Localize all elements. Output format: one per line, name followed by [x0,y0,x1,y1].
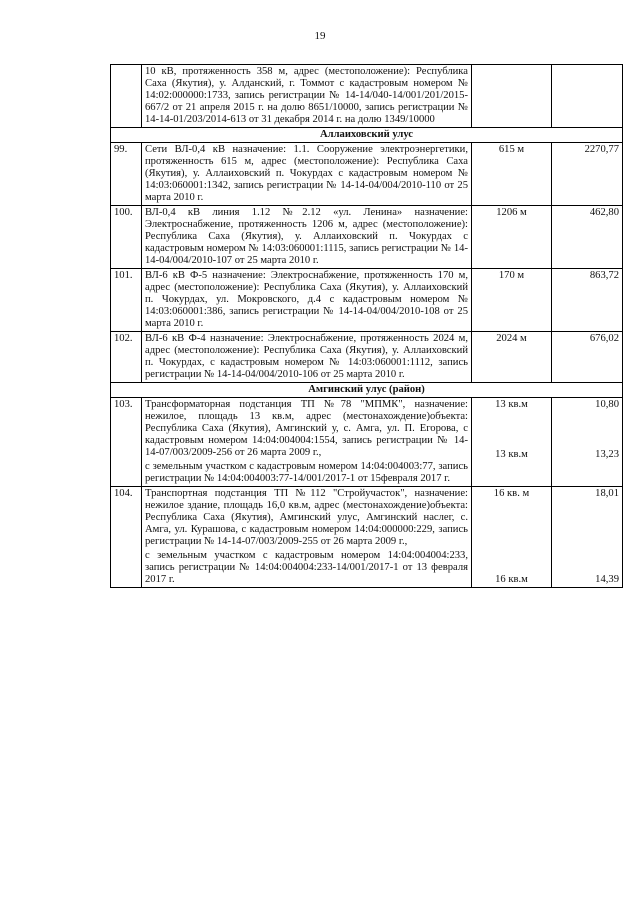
row-description-cell [142,143,472,206]
row-land-description: с земельным участком с кадастровым номером 14:04:004004:233, запись регистрации № 14:04:004004:233-14/001/2017-1 от 13 февраля 2017 г. [145,550,468,585]
section-title: Аллаиховский улус [111,128,623,143]
row-value: 863,72 [552,269,623,332]
row-description-cell [142,269,472,332]
row-number: 104. [111,487,142,588]
row-number: 101. [111,269,142,332]
row-size: 170 м [472,269,552,332]
row-description: 10 кВ, протяженность 358 м, адрес (местоположение): Республика Саха (Якутия), у. Алданский, г. Томмот с кадастровым номером № 14:02:000000:1733, запись регистрации № 14-14/040-14/001/201/2015-667/2 от 21 апреля 2015 г. на долю 8651/10000, запись регистрации № 14-14-01/203/2014-613 от 31 декабря 2014 г. на долю 1349/10000 [145,66,468,125]
row-land-size: 13 кв.м [495,449,528,460]
property-register-table [110,64,623,588]
row-description-cell [142,398,472,487]
row-size: 2024 м [472,332,552,383]
row-number-cell [111,65,142,128]
row-size: 13 кв.м [495,399,528,410]
table-row [111,269,623,332]
row-size: 1206 м [472,206,552,269]
row-value: 462,80 [552,206,623,269]
row-description: ВЛ-6 кВ Ф-5 назначение: Электроснабжение, протяженность 170 м, адрес (местоположение): Республика Саха (Якутия), у. Аллаиховский п. Чокурдах, ул. Мокровского, д.4 с кадастровым номером № 14:03:060001:386, запись регистрации № 14-14-04/004/2010-108 от 25 марта 2010 г. [145,270,468,329]
row-number: 100. [111,206,142,269]
row-description-cell [142,332,472,383]
table-row [111,143,623,206]
table-row-continuation [111,65,623,128]
row-description: ВЛ-6 кВ Ф-4 назначение: Электроснабжение, протяженность 2024 м, адрес (местоположение): Республика Саха (Якутия), у. Аллаиховский п. Чокурдах, с кадастровым номером № 14:03:060001:1112, запись регистрации № 14-14-04/004/2010-106 от 25 марта 2010 г. [145,333,468,380]
row-value-cell [552,65,623,128]
table-row [111,487,623,588]
row-value: 2270,77 [552,143,623,206]
row-size-cell [472,487,552,588]
row-description: Сети ВЛ-0,4 кВ назначение: 1.1. Сооружение электроэнергетики, протяженность 615 м, адрес (местоположение): Республика Саха (Якутия), у. Аллаиховский п. Чокурдах с кадастровым номером № 14:03:060001:1342, запись регистрации № 14-14-04/004/2010-110 от 25 марта 2010 г. [145,144,468,203]
row-size: 16 кв. м [493,488,530,499]
row-land-value: 14,39 [595,574,619,585]
section-title: Амгинский улус (район) [111,383,623,398]
row-description: Трансформаторная подстанция ТП №78 "МПМК", назначение: нежилое, площадь 13 кв.м, адрес (местонахождение)объекта: Республика Саха (Якутия), Амгинский у, с. Амга, ул. П. Егорова, с кадастровым номером 14:04:004004:1554, запись регистрации № 14-14-07/003/2009-256 от 26 марта 2009 г., [145,399,468,458]
row-description: Транспортная подстанция ТП №112 "Стройучасток", назначение: нежилое здание, площадь 16,0 кв.м, адрес (местонахождение)объекта: Республика Саха (Якутия), Амгинский улус, Амгинский наслег, с. Амга, ул. Курашова, с кадастровым номером 14:04:000000:229, запись регистрации № 14-14-07/003/2009-255 от 26 марта 2009 г., [145,488,468,547]
page-number: 19 [314,30,326,42]
row-description-cell [142,65,472,128]
row-size-cell [472,398,552,487]
row-size: 615 м [472,143,552,206]
row-description: ВЛ-0,4 кВ линия 1.12 №2.12 «ул. Ленина» назначение: Электроснабжение, протяженность 1206 м, адрес (местоположение): Республика Саха (Якутия), у. Аллаиховский п. Чокурдах с кадастровым номером № 14:03:060001:1115, запись регистрации № 14-14-04/004/2010-107 от 25 марта 2010 г. [145,207,468,266]
section-row-allaikh [111,128,623,143]
row-value: 18,01 [595,488,619,499]
row-number: 102. [111,332,142,383]
row-value: 10,80 [595,399,619,410]
row-value-cell [552,398,623,487]
row-land-value: 13,23 [595,449,619,460]
row-land-description: с земельным участком с кадастровым номером 14:04:004003:77, запись регистрации № 14:04:004003:77-14/001/2017-1 от 15февраля 2017 г. [145,461,468,484]
section-row-amga [111,383,623,398]
row-description-cell [142,206,472,269]
row-value: 676,02 [552,332,623,383]
row-description-cell [142,487,472,588]
row-land-size: 16 кв.м [495,574,528,585]
row-size-cell [472,65,552,128]
table-row [111,206,623,269]
table-row [111,332,623,383]
row-number: 103. [111,398,142,487]
table-row [111,398,623,487]
row-number: 99. [111,143,142,206]
row-value-cell [552,487,623,588]
